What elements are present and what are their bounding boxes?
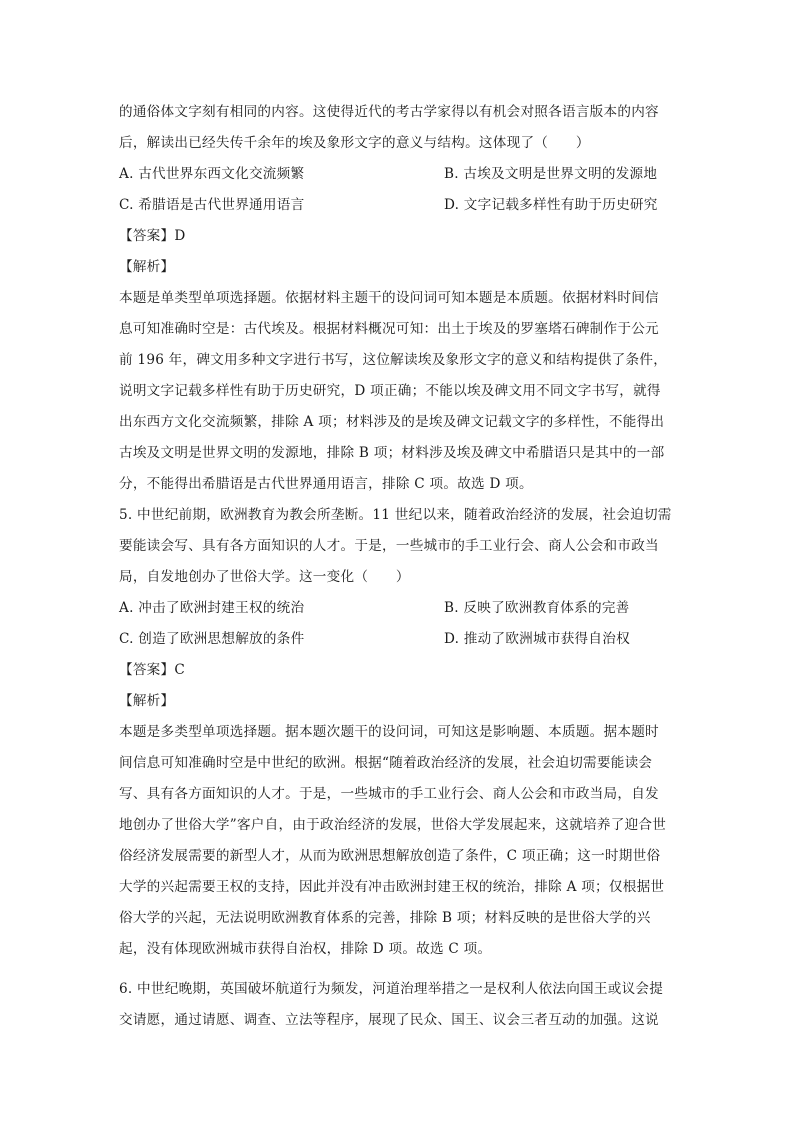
q5-option-b: B. 反映了欧洲教育体系的完善 — [444, 600, 630, 616]
q4-analysis-label: 【解析】 — [119, 259, 175, 275]
q4-analysis-line: 息可知准确时空是：古代埃及。根据材料概况可知：出土于埃及的罗塞塔石碑制作于公元 — [119, 321, 659, 337]
q5-analysis-line: 俗大学的兴起，无法说明欧洲教育体系的完善，排除 B 项；材料反映的是世俗大学的兴 — [119, 910, 651, 926]
q6-stem-line: 交请愿，通过请愿、调查、立法等程序，展现了民众、国王、议会三者互动的加强。这说 — [119, 1012, 659, 1028]
q5-analysis-line: 俗经济发展需要的新型人才，从而为欧洲思想解放创造了条件，C 项正确；这一时期世俗 — [119, 848, 661, 864]
q5-analysis-line: 地创办了世俗大学”客户自，由于政治经济的发展，世俗大学发展起来，这就培养了迎合世 — [119, 817, 667, 833]
q5-analysis-label: 【解析】 — [119, 693, 175, 709]
q5-analysis-line: 大学的兴起需要王权的支持，因此并没有冲击欧洲封建王权的统治，排除 A 项；仅根据世 — [119, 879, 665, 895]
q4-stem-line: 的通俗体文字刻有相同的内容。这使得近代的考古学家得以有机会对照各语言版本的内容 — [119, 104, 659, 120]
q5-analysis-line: 本题是多类型单项选择题。据本题次题干的设问词，可知这是影响题、本质题。据本题时 — [119, 724, 659, 740]
q5-stem-line: 5. 中世纪前期，欧洲教育为教会所垄断。11 世纪以来，随着政治经济的发展，社会迫切需 — [119, 507, 672, 523]
q4-stem-line: 后，解读出已经失传千余年的埃及象形文字的意义与结构。这体现了（ ） — [119, 135, 590, 151]
q5-stem-line: 局，自发地创办了世俗大学。这一变化（ ） — [119, 569, 410, 585]
q4-option-b: B. 古埃及文明是世界文明的发源地 — [444, 166, 658, 182]
q4-option-c: C. 希腊语是古代世界通用语言 — [119, 197, 305, 213]
q6-stem-line: 6. 中世纪晚期，英国破坏航道行为频发，河道治理举措之一是权利人依法向国王或议会提 — [119, 981, 664, 997]
q5-stem-line: 要能读会写、具有各方面知识的人才。于是，一些城市的手工业行会、商人公会和市政当 — [119, 538, 659, 554]
q4-option-a: A. 古代世界东西文化交流频繁 — [119, 166, 305, 182]
q4-analysis-line: 古埃及文明是世界文明的发源地，排除 B 项；材料涉及埃及碑文中希腊语只是其中的一部 — [119, 445, 665, 461]
q5-analysis-line: 间信息可知准确时空是中世纪的欧洲。根据“随着政治经济的发展，社会迫切需要能读会 — [119, 755, 653, 771]
q4-analysis-line: 本题是单类型单项选择题。依据材料主题干的设问词可知本题是本质题。依据材料时间信 — [119, 290, 659, 306]
q5-option-d: D. 推动了欧洲城市获得自治权 — [444, 631, 630, 647]
q4-analysis-line: 前 196 年，碑文用多种文字进行书写，这位解读埃及象形文字的意义和结构提供了条件， — [119, 352, 668, 368]
q5-option-a: A. 冲击了欧洲封建王权的统治 — [119, 600, 305, 616]
q5-answer: 【答案】C — [119, 662, 186, 678]
q4-analysis-line: 分，不能得出希腊语是古代世界通用语言，排除 C 项。故选 D 项。 — [119, 476, 533, 492]
q5-analysis-line: 起，没有体现欧洲城市获得自治权，排除 D 项。故选 C 项。 — [119, 941, 492, 957]
q5-analysis-line: 写、具有各方面知识的人才。于是，一些城市的手工业行会、商人公会和市政当局，自发 — [119, 786, 659, 802]
q4-analysis-line: 出东西方文化交流频繁，排除 A 项；材料涉及的是埃及碑文记载文字的多样性，不能得出 — [119, 414, 665, 430]
q4-option-d: D. 文字记载多样性有助于历史研究 — [444, 197, 658, 213]
q4-answer: 【答案】D — [119, 228, 186, 244]
q4-analysis-line: 说明文字记载多样性有助于历史研究，D 项正确；不能以埃及碑文用不同文字书写，就得 — [119, 383, 661, 399]
q5-option-c: C. 创造了欧洲思想解放的条件 — [119, 631, 305, 647]
